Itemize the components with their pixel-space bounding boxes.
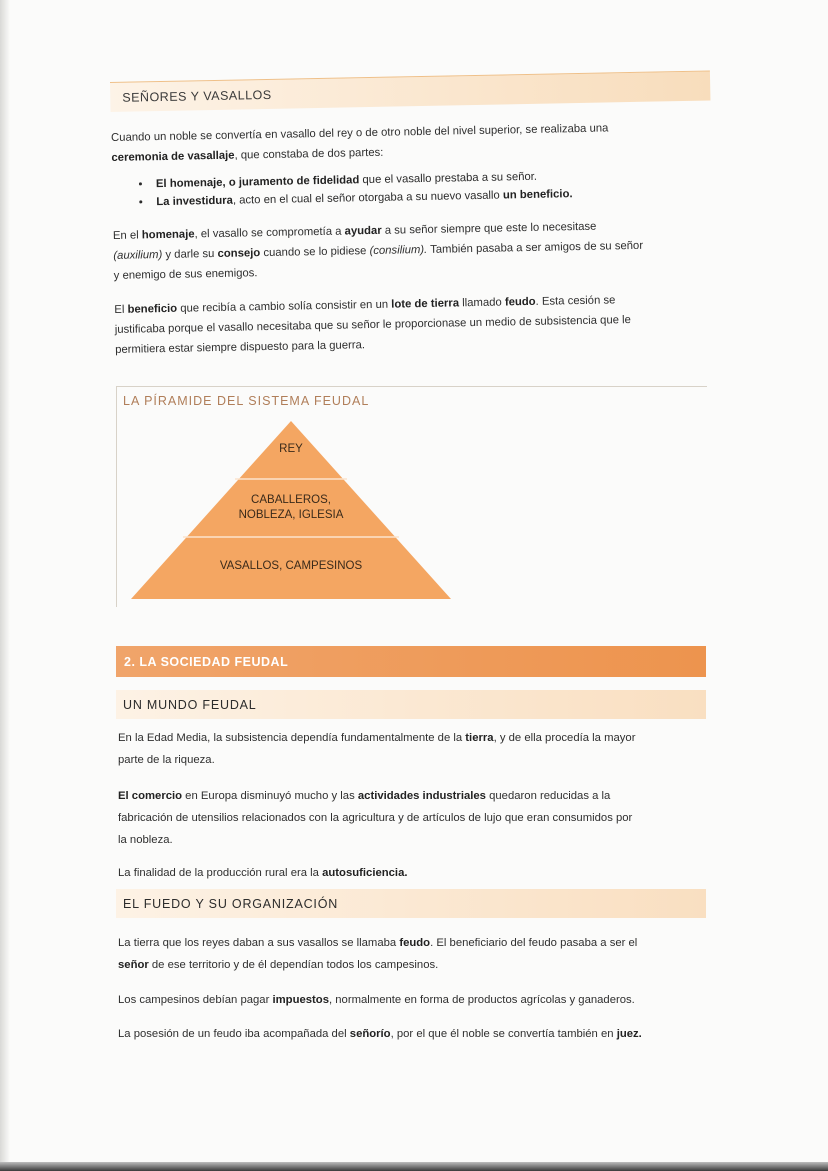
senores-section (110, 70, 715, 359)
bullet-investidura: • La investidura, acto en el cual el señor otorgaba a su nuevo vasallo un beneficio. (152, 182, 712, 211)
mundo-section (118, 727, 703, 883)
pyramid-box (116, 386, 707, 607)
feudo-paragraph-3: La posesión de un feudo iba acompañada del señorío, por el que él noble se convertía también en juez. (118, 1028, 642, 1040)
pyramid-title: LA PÍRAMIDE DEL SISTEMA FEUDAL (123, 394, 370, 408)
feudo-paragraph-2: Los campesinos debían pagar impuestos, normalmente en forma de productos agrícolas y ganaderos. (118, 994, 635, 1006)
feudo-heading (116, 889, 706, 918)
pyramid-diagram (117, 387, 707, 607)
pyramid-level-rey: REY (279, 443, 303, 455)
section-2-bar (116, 646, 706, 677)
senores-paragraph-3: El beneficio que recibía a cambio solía consistir en un lote de tierra llamado feudo. Esta cesión se justificaba porque el vasallo necesitaba que su señor le proporcionase un medio de subsistencia que le permitiera estar siempre dispuesto para la guerra. (114, 294, 632, 356)
mundo-paragraph-3: La finalidad de la producción rural era la autosuficiencia. (118, 867, 408, 879)
mundo-heading (116, 690, 706, 719)
pyramid-level-nobleza: CABALLEROS, NOBLEZA, IGLESIA (238, 494, 344, 521)
feudo-section (118, 932, 703, 1044)
mundo-paragraph-2: El comercio en Europa disminuyó mucho y las actividades industriales quedaron reducidas a la fabricación de utensilios relacionados con la agricultura y de artículos de lujo que eran consumidos por la nobleza. (118, 790, 633, 846)
feudo-paragraph-1: La tierra que los reyes daban a sus vasallos se llamaba feudo. El beneficiario del feudo pasaba a ser el señor de ese territorio y de él dependían todos los campesinos. (118, 937, 638, 971)
scan-bottom-edge (0, 1162, 828, 1171)
feudo-heading-text: EL FUEDO Y SU ORGANIZACIÓN (123, 896, 339, 911)
senores-paragraph-2: En el homenaje, el vasallo se comprometía a ayudar a su señor siempre que este lo necesitase (auxilium) y darle su consejo cuando se lo pidiese (consilium). También pasaba a ser amigos de su señor y enemigo de sus enemigos. (112, 220, 644, 282)
senores-paragraph-1: Cuando un noble se convertía en vasallo del rey o de otro noble del nivel superior, se realizaba una ceremonia de vasallaje, que constaba de dos partes: (110, 122, 609, 164)
mundo-paragraph-1: En la Edad Media, la subsistencia dependía fundamentalmente de la tierra, y de ella procedía la mayor parte de la riqueza. (118, 732, 636, 766)
mundo-heading-text: UN MUNDO FEUDAL (123, 697, 257, 712)
senores-heading-text: SEÑORES Y VASALLOS (122, 87, 272, 105)
section-2-title: 2. LA SOCIEDAD FEUDAL (124, 654, 289, 669)
pyramid-level-campesinos: VASALLOS, CAMPESINOS (219, 560, 363, 572)
bullet-homenaje: • El homenaje, o juramento de fidelidad que el vasallo prestaba a su señor. (152, 164, 712, 193)
